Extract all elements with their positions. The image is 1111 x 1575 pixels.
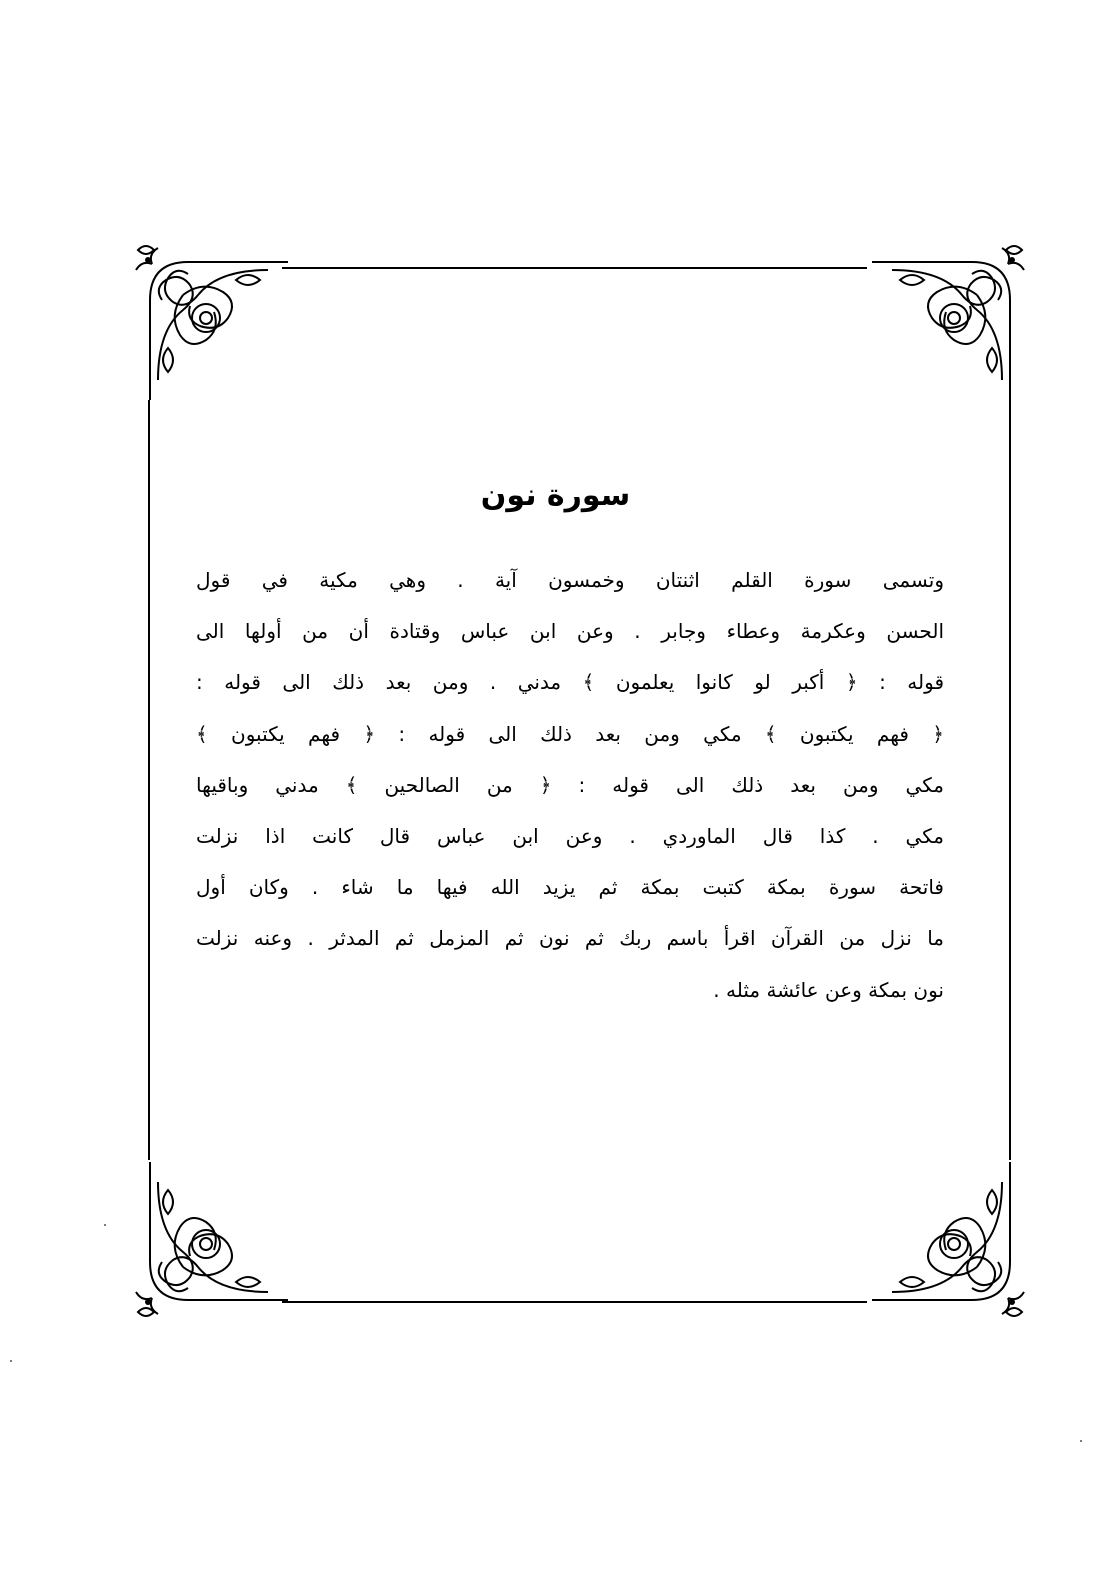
text-line: قوله : ﴿ أكبر لو كانوا يعلمون ﴾ مدني . ومن بعد ذلك الى قوله :: [196, 670, 944, 695]
frame-top-line: [282, 267, 867, 269]
scan-speck: [10, 1360, 12, 1362]
text-line: نون بمكة وعن عائشة مثله .: [713, 977, 944, 1002]
text-line: مكي . كذا قال الماوردي . وعن ابن عباس قال كانت اذا نزلت: [196, 823, 944, 848]
frame-left-line: [148, 400, 150, 1160]
bottom-right-corner-ornament-icon: [872, 1162, 1032, 1322]
text-line: ما نزل من القرآن اقرأ باسم ربك ثم نون ثم المزمل ثم المدثر . وعنه نزلت: [196, 926, 944, 951]
frame-bottom-line: [282, 1301, 867, 1303]
page-title: سورة نون: [480, 478, 631, 513]
text-line: فاتحة سورة بمكة كتبت بمكة ثم يزيد الله فيها ما شاء . وكان أول: [196, 875, 944, 900]
body-paragraph: [196, 555, 944, 1016]
top-right-corner-ornament-icon: [872, 240, 1032, 400]
text-line: مكي ومن بعد ذلك الى قوله : ﴿ من الصالحين ﴾ مدني وباقيها: [196, 772, 944, 797]
frame-right-line: [1009, 400, 1011, 1160]
top-left-corner-ornament-icon: [128, 240, 288, 400]
text-line: وتسمى سورة القلم اثنتان وخمسون آية . وهي مكية في قول: [196, 568, 944, 592]
scan-speck: [1080, 1440, 1082, 1442]
scan-speck: [104, 1224, 106, 1226]
text-line: الحسن وعكرمة وعطاء وجابر . وعن ابن عباس وقتادة أن من أولها الى: [196, 619, 944, 644]
text-line: ﴿ فهم يكتبون ﴾ مكي ومن بعد ذلك الى قوله : ﴿ فهم يكتبون ﴾: [196, 721, 944, 746]
bottom-left-corner-ornament-icon: [128, 1162, 288, 1322]
